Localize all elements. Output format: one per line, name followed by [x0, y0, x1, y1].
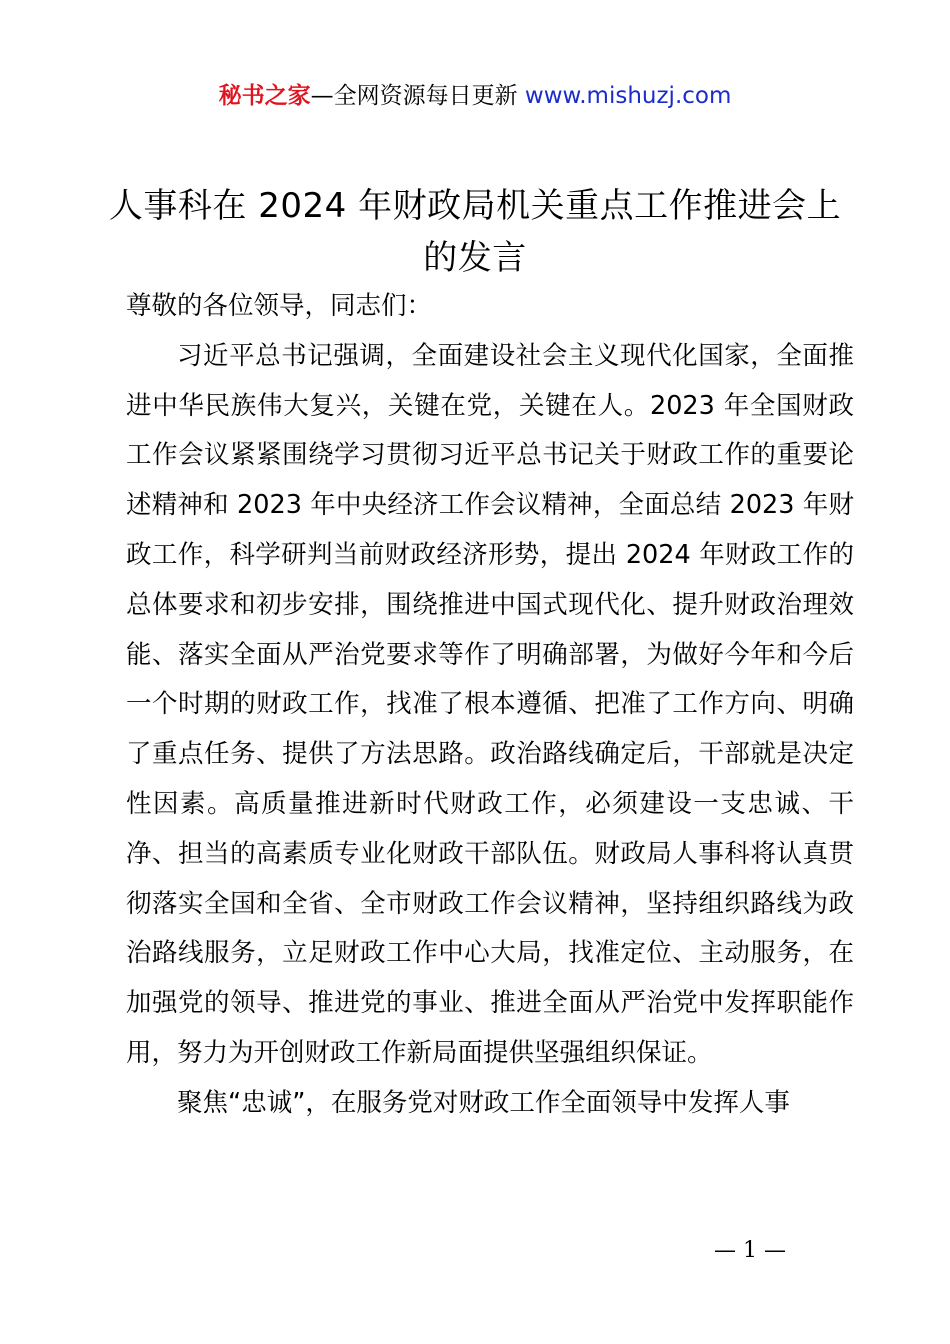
document-title: 人事科在 2024 年财政局机关重点工作推进会上的发言 [108, 186, 842, 278]
body-paragraph-1: 习近平总书记强调，全面建设社会主义现代化国家，全面推进中华民族伟大复兴，关键在党，关键在人。2023 年全国财政工作会议紧紧围绕学习贯彻习近平总书记关于财政工作的重要论述精神和 2023 年中央经济工作会议精神，全面总结 2023 年财政工作，科学研判当前财政经济形势，提出 2024 年财政工作的总体要求和初步安排，围绕推进中国式现代化、提升财政治理效能、落实全面从严治党要求等作了明确部署，为做好今年和今后一个时期的财政工作，找准了根本遵循、把准了工作方向、明确了重点任务、提供了方法思路。政治路线确定后，干部就是决定性因素。高质量推进新时代财政工作，必须建设一支忠诚、干净、担当的高素质专业化财政干部队伍。财政局人事科将认真贯彻落实全国和全省、全市财政工作会议精神，坚持组织路线为政治路线服务，立足财政工作中心大局，找准定位、主动服务，在加强党的领导、推进党的事业、推进全面从严治党中发挥职能作用，努力为开创财政工作新局面提供坚强组织保证。 [126, 340, 854, 1068]
header-tagline: —全网资源每日更新 [310, 83, 525, 109]
header-banner [0, 80, 950, 112]
page-number: — 1 — [714, 1238, 786, 1263]
brand-name: 秘书之家 [218, 83, 311, 109]
site-url-link[interactable]: www.mishuzj.com [524, 83, 732, 109]
salutation: 尊敬的各位领导，同志们： [126, 291, 433, 321]
body-paragraph-2: 聚焦“忠诚”，在服务党对财政工作全面领导中发挥人事 [177, 1087, 790, 1118]
document-body [126, 282, 854, 1129]
